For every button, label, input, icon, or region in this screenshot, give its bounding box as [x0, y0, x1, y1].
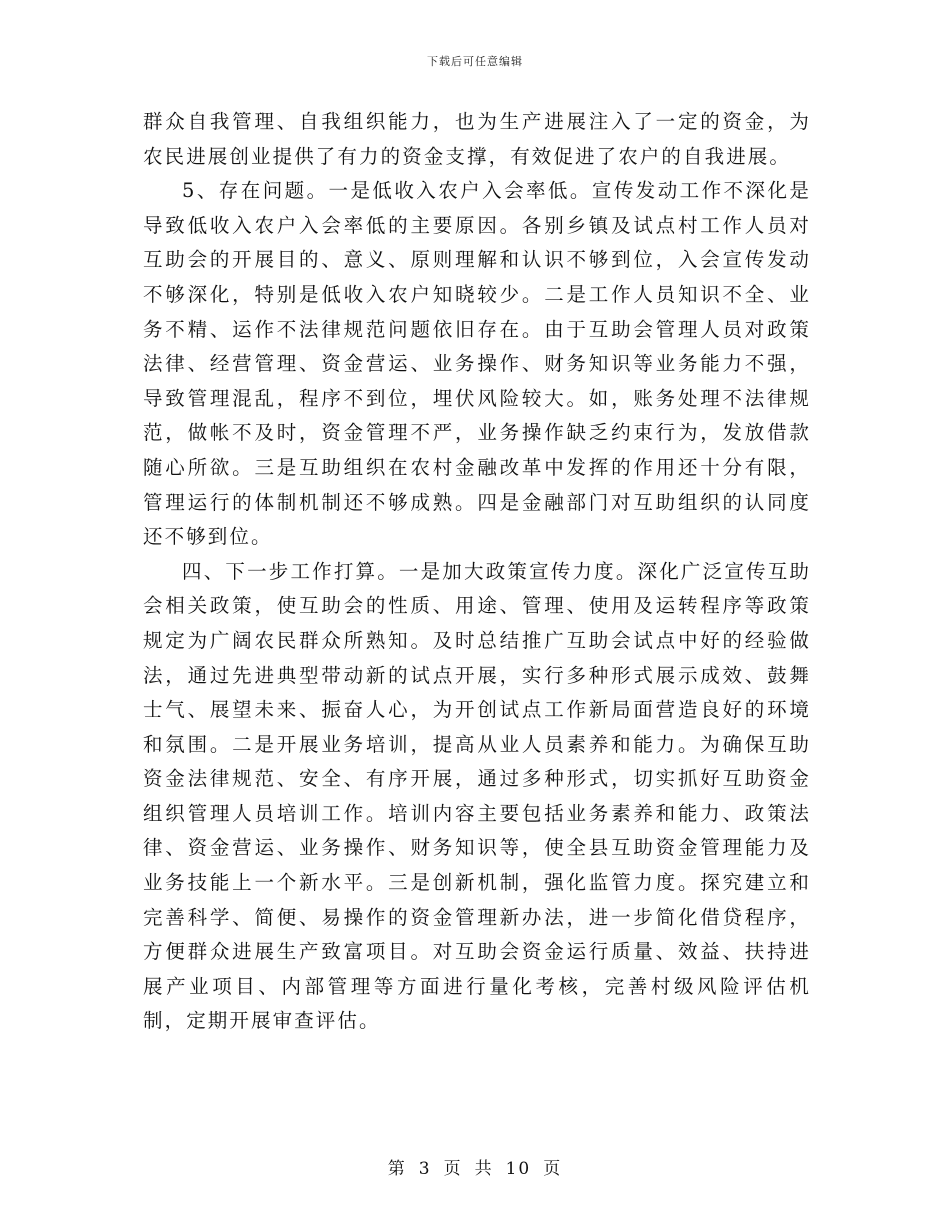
paragraph-next-steps: 四、下一步工作打算。一是加大政策宣传力度。深化广泛宣传互助会相关政策，使互助会的性质、用途、管理、使用及运转程序等政策规定为广阔农民群众所熟知。及时总结推广互助会试点中好的经验做法，通过先进典型带动新的试点开展，实行多种形式展示成效、鼓舞士气、展望未来、振奋人心，为开创试点工作新局面营造良好的环境和氛围。二是开展业务培训，提高从业人员素养和能力。为确保互助资金法律规范、安全、有序开展，通过多种形式，切实抓好互助资金组织管理人员培训工作。培训内容主要包括业务素养和能力、政策法律、资金营运、业务操作、财务知识等，使全县互助资金管理能力及业务技能上一个新水平。三是创新机制，强化监管力度。探究建立和完善科学、简便、易操作的资金管理新办法，进一步简化借贷程序，方便群众进展生产致富项目。对互助会资金运行质量、效益、扶持进展产业项目、内部管理等方面进行量化考核，完善村级风险评估机制，定期开展审查评估。 [143, 559, 811, 1033]
footer-page-label: 页 [443, 1159, 463, 1179]
document-body [143, 105, 811, 1039]
paragraph-existing-problems: 5、存在问题。一是低收入农户入会率低。宣传发动工作不深化是导致低收入农户入会率低的主要原因。各别乡镇及试点村工作人员对互助会的开展目的、意义、原则理解和认识不够到位，入会宣传发动不够深化，特别是低收入农户知晓较少。二是工作人员知识不全、业务不精、运作不法律规范问题依旧存在。由于互助会管理人员对政策法律、经营管理、资金营运、业务操作、财务知识等业务能力不强，导致管理混乱，程序不到位，埋伏风险较大。如，账务处理不法律规范，做帐不及时，资金管理不严，业务操作缺乏约束行为，发放借款随心所欲。三是互助组织在农村金融改革中发挥的作用还十分有限，管理运行的体制机制还不够成熟。四是金融部门对互助组织的认同度还不够到位。 [143, 179, 811, 549]
paragraph-continuation: 群众自我管理、自我组织能力，也为生产进展注入了一定的资金，为农民进展创业提供了有力的资金支撑，有效促进了农户的自我进展。 [143, 110, 811, 168]
page-footer [0, 1154, 950, 1179]
footer-page-current: 3 [418, 1159, 432, 1179]
footer-total-prefix: 共 [474, 1159, 494, 1179]
footer-prefix: 第 [387, 1159, 407, 1179]
page-header: 下载后可任意编辑 [427, 55, 523, 68]
footer-total-suffix: 页 [543, 1159, 563, 1179]
footer-page-total: 10 [505, 1159, 532, 1179]
